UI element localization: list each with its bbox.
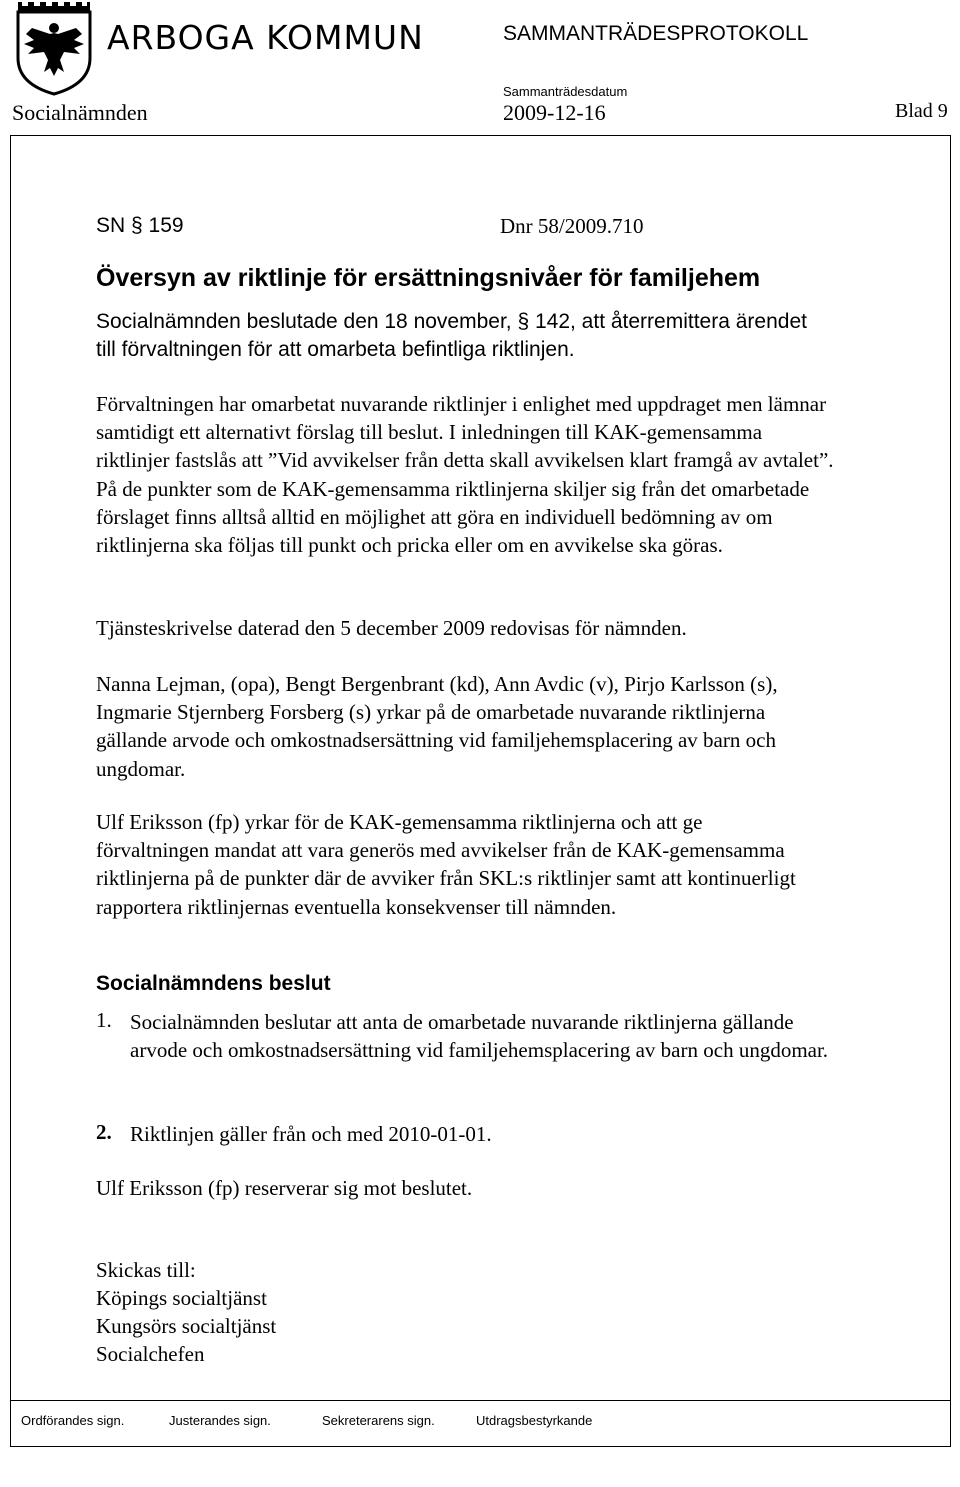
committee-name: Socialnämnden — [12, 100, 148, 125]
decision-heading: Socialnämndens beslut — [96, 972, 331, 995]
paragraph-revision-part1: Förvaltningen har omarbetat nuvarande riktlinjer i enlighet med uppdraget men lämnar samtidigt ett alternativt förslag till beslut. — [96, 392, 827, 445]
brand-name: ARBOGA KOMMUN — [107, 18, 424, 57]
distribution-recipient: Köpings socialtjänst — [96, 1286, 267, 1310]
decision-item-text: Riktlinjen gäller från och med 2010-01-01. — [130, 1122, 492, 1146]
paragraph-revision-part2: I inledningen till KAK-gemensamma riktlinjer fastslås att ”Vid avvikelser från detta skall avvikelsen klart framgå av avtalet”. — [96, 420, 834, 473]
adjuster-signature-label: Justerandes sign. — [169, 1413, 271, 1428]
sn-reference: SN § 159 — [96, 214, 184, 237]
paragraph-proposal-majority: Nanna Lejman, (opa), Bengt Bergenbrant (kd), Ann Avdic (v), Pirjo Karlsson (s), Ingmarie Stjernberg Forsberg (s) yrkar på de omarbetade nuvarande riktlinjerna gällande arvode och omkostnadsersättning vid familjehemsplacering av barn och ungdomar. — [96, 672, 778, 781]
distribution-recipient: Kungsörs socialtjänst — [96, 1314, 277, 1338]
paragraph-revision — [96, 390, 836, 559]
diary-number: Dnr 58/2009.710 — [500, 214, 644, 238]
distribution-recipient: Socialchefen — [96, 1342, 205, 1366]
signature-row — [10, 1401, 951, 1447]
decision-item-number: 1. — [96, 1008, 112, 1032]
distribution-label: Skickas till: — [96, 1258, 196, 1282]
decision-item-number: 2. — [96, 1120, 112, 1144]
meeting-date: 2009-12-16 — [503, 100, 606, 125]
protocol-title: SAMMANTRÄDESPROTOKOLL — [503, 22, 809, 45]
reservation-note: Ulf Eriksson (fp) reserverar sig mot beslutet. — [96, 1176, 473, 1200]
page-number: Blad 9 — [895, 100, 948, 122]
paragraph-proposal-fp: Ulf Eriksson (fp) yrkar för de KAK-gemensamma riktlinjerna och att ge förvaltningen mandat att vara generös med avvikelser från de KAK-gemensamma riktlinjerna på de punkter där de avviker från SKL:s riktlinjer samt att kontinuerligt rapportera riktlinjernas eventuella konsekvenser till nämnden. — [96, 810, 796, 919]
case-title: Översyn av riktlinje för ersättningsnivåer för familjehem — [96, 264, 761, 292]
secretary-signature-label: Sekreterarens sign. — [322, 1413, 435, 1428]
extract-certification-label: Utdragsbestyrkande — [476, 1413, 593, 1428]
municipal-coat-of-arms-logo — [10, 0, 98, 96]
paragraph-background: Socialnämnden beslutade den 18 november, § 142, att återremittera ärendet till förvaltningen för att omarbeta befintliga riktlinjen. — [96, 310, 807, 362]
decision-item-text: Socialnämnden beslutar att anta de omarbetade nuvarande riktlinjerna gällande arvode och omkostnadsersättning vid familjehemsplacering av barn och ungdomar. — [130, 1010, 829, 1063]
paragraph-memo: Tjänsteskrivelse daterad den 5 december 2009 redovisas för nämnden. — [96, 616, 687, 640]
chair-signature-label: Ordförandes sign. — [21, 1413, 125, 1428]
paragraph-revision-part3: På de punkter som de KAK-gemensamma riktlinjerna skiljer sig från det omarbetade förslaget finns alltså alltid en möjlighet att göra en individuell bedömning av om riktlinjerna ska följas till punkt och pricka eller om en avvikelse ska göras. — [96, 476, 810, 558]
meeting-date-label: Sammanträdesdatum — [503, 84, 628, 99]
